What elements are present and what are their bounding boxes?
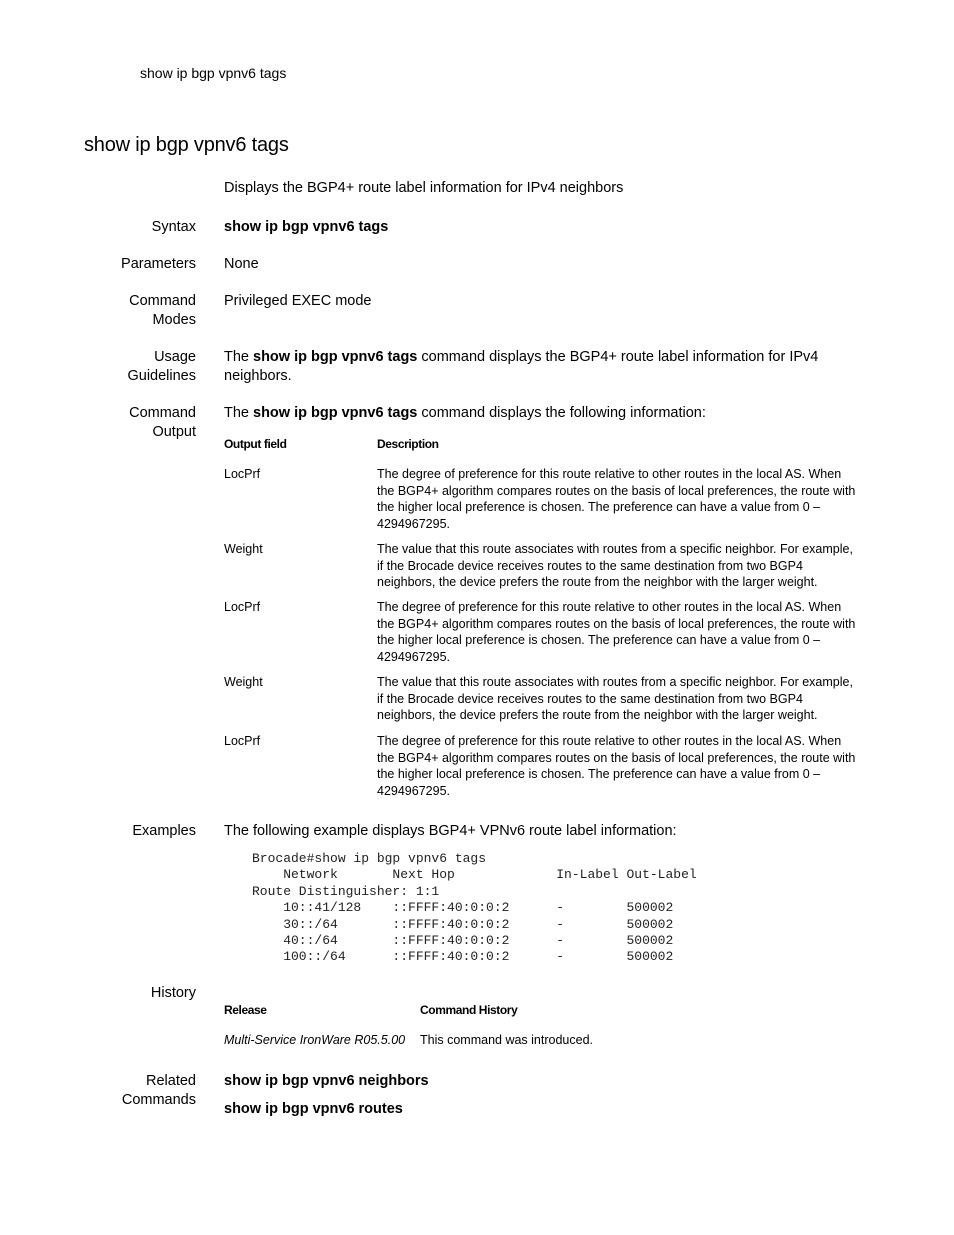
running-head: show ip bgp vpnv6 tags	[140, 65, 287, 81]
usage-guidelines-label: Usage Guidelines	[127, 349, 196, 384]
table-row-field: LocPrf	[224, 734, 261, 748]
table-row-description: The value that this route associates with routes from a specific neighbor. For example, if the Brocade device receives routes to the same destination from two BGP4 neighbors, the device prefers the route from the neighbor with the larger weight.	[377, 675, 853, 722]
related-command-link[interactable]: show ip bgp vpnv6 neighbors	[224, 1073, 429, 1089]
table-row-field: LocPrf	[224, 467, 261, 481]
usage-command-name: show ip bgp vpnv6 tags	[253, 349, 418, 365]
syntax-label: Syntax	[151, 219, 196, 235]
description-header: Description	[377, 437, 439, 451]
command-modes-label: Command Modes	[129, 293, 196, 328]
table-row-field: Weight	[224, 542, 263, 556]
command-history-header: Command History	[420, 1003, 518, 1017]
related-commands-label: Related Commands	[121, 1073, 196, 1108]
table-row-description: The value that this route associates with routes from a specific neighbor. For example, if the Brocade device receives routes to the same destination from two BGP4 neighbors, the device prefers the route from the neighbor with the larger weight.	[377, 542, 853, 589]
examples-intro: The following example displays BGP4+ VPNv6 route label information:	[224, 823, 677, 839]
output-field-header: Output field	[224, 437, 287, 451]
output-command-name: show ip bgp vpnv6 tags	[253, 405, 418, 421]
parameters-label: Parameters	[121, 256, 196, 272]
example-code-block: Brocade#show ip bgp vpnv6 tags Network Next Hop In-Label Out-Label Route Distinguisher: 1:1 10::41/128 ::FFFF:40:0:0:2 - 500002 30::/64 ::FFFF:40:0:0:2 - 500002 40::/64 ::FFFF:40:0:0:2 - 500002 100::/64 ::FFFF:40:0:0:2 - 500002	[252, 851, 697, 965]
table-row-description: The degree of preference for this route relative to other routes in the local AS. When the BGP4+ algorithm compares routes on the basis of local preferences, the route with the higher local preference is chosen. The preference can have a value from 0 – 4294967295.	[377, 467, 856, 531]
command-output-label: Command Output	[129, 405, 196, 440]
table-row-field: Weight	[224, 675, 263, 689]
examples-label: Examples	[132, 823, 196, 839]
release-header: Release	[224, 1003, 267, 1017]
command-output-intro: The show ip bgp vpnv6 tags command displays the following information:	[224, 405, 706, 421]
table-row-description: The degree of preference for this route relative to other routes in the local AS. When the BGP4+ algorithm compares routes on the basis of local preferences, the route with the higher local preference is chosen. The preference can have a value from 0 – 4294967295.	[377, 600, 856, 664]
command-modes-value: Privileged EXEC mode	[224, 293, 372, 309]
history-label: History	[150, 985, 196, 1001]
usage-guidelines-text: The show ip bgp vpnv6 tags command displays the BGP4+ route label information for IPv4 neighbors.	[224, 349, 819, 384]
table-row-field: LocPrf	[224, 600, 261, 614]
related-command-link[interactable]: show ip bgp vpnv6 routes	[224, 1101, 403, 1117]
command-description: Displays the BGP4+ route label information for IPv4 neighbors	[224, 180, 624, 196]
history-description-cell: This command was introduced.	[420, 1033, 593, 1047]
history-release-cell: Multi-Service IronWare R05.5.00	[224, 1033, 406, 1047]
table-row-description: The degree of preference for this route relative to other routes in the local AS. When the BGP4+ algorithm compares routes on the basis of local preferences, the route with the higher local preference is chosen. The preference can have a value from 0 – 4294967295.	[377, 734, 856, 798]
parameters-value: None	[224, 256, 259, 272]
page-title: show ip bgp vpnv6 tags	[84, 134, 289, 156]
syntax-value: show ip bgp vpnv6 tags	[224, 219, 389, 235]
